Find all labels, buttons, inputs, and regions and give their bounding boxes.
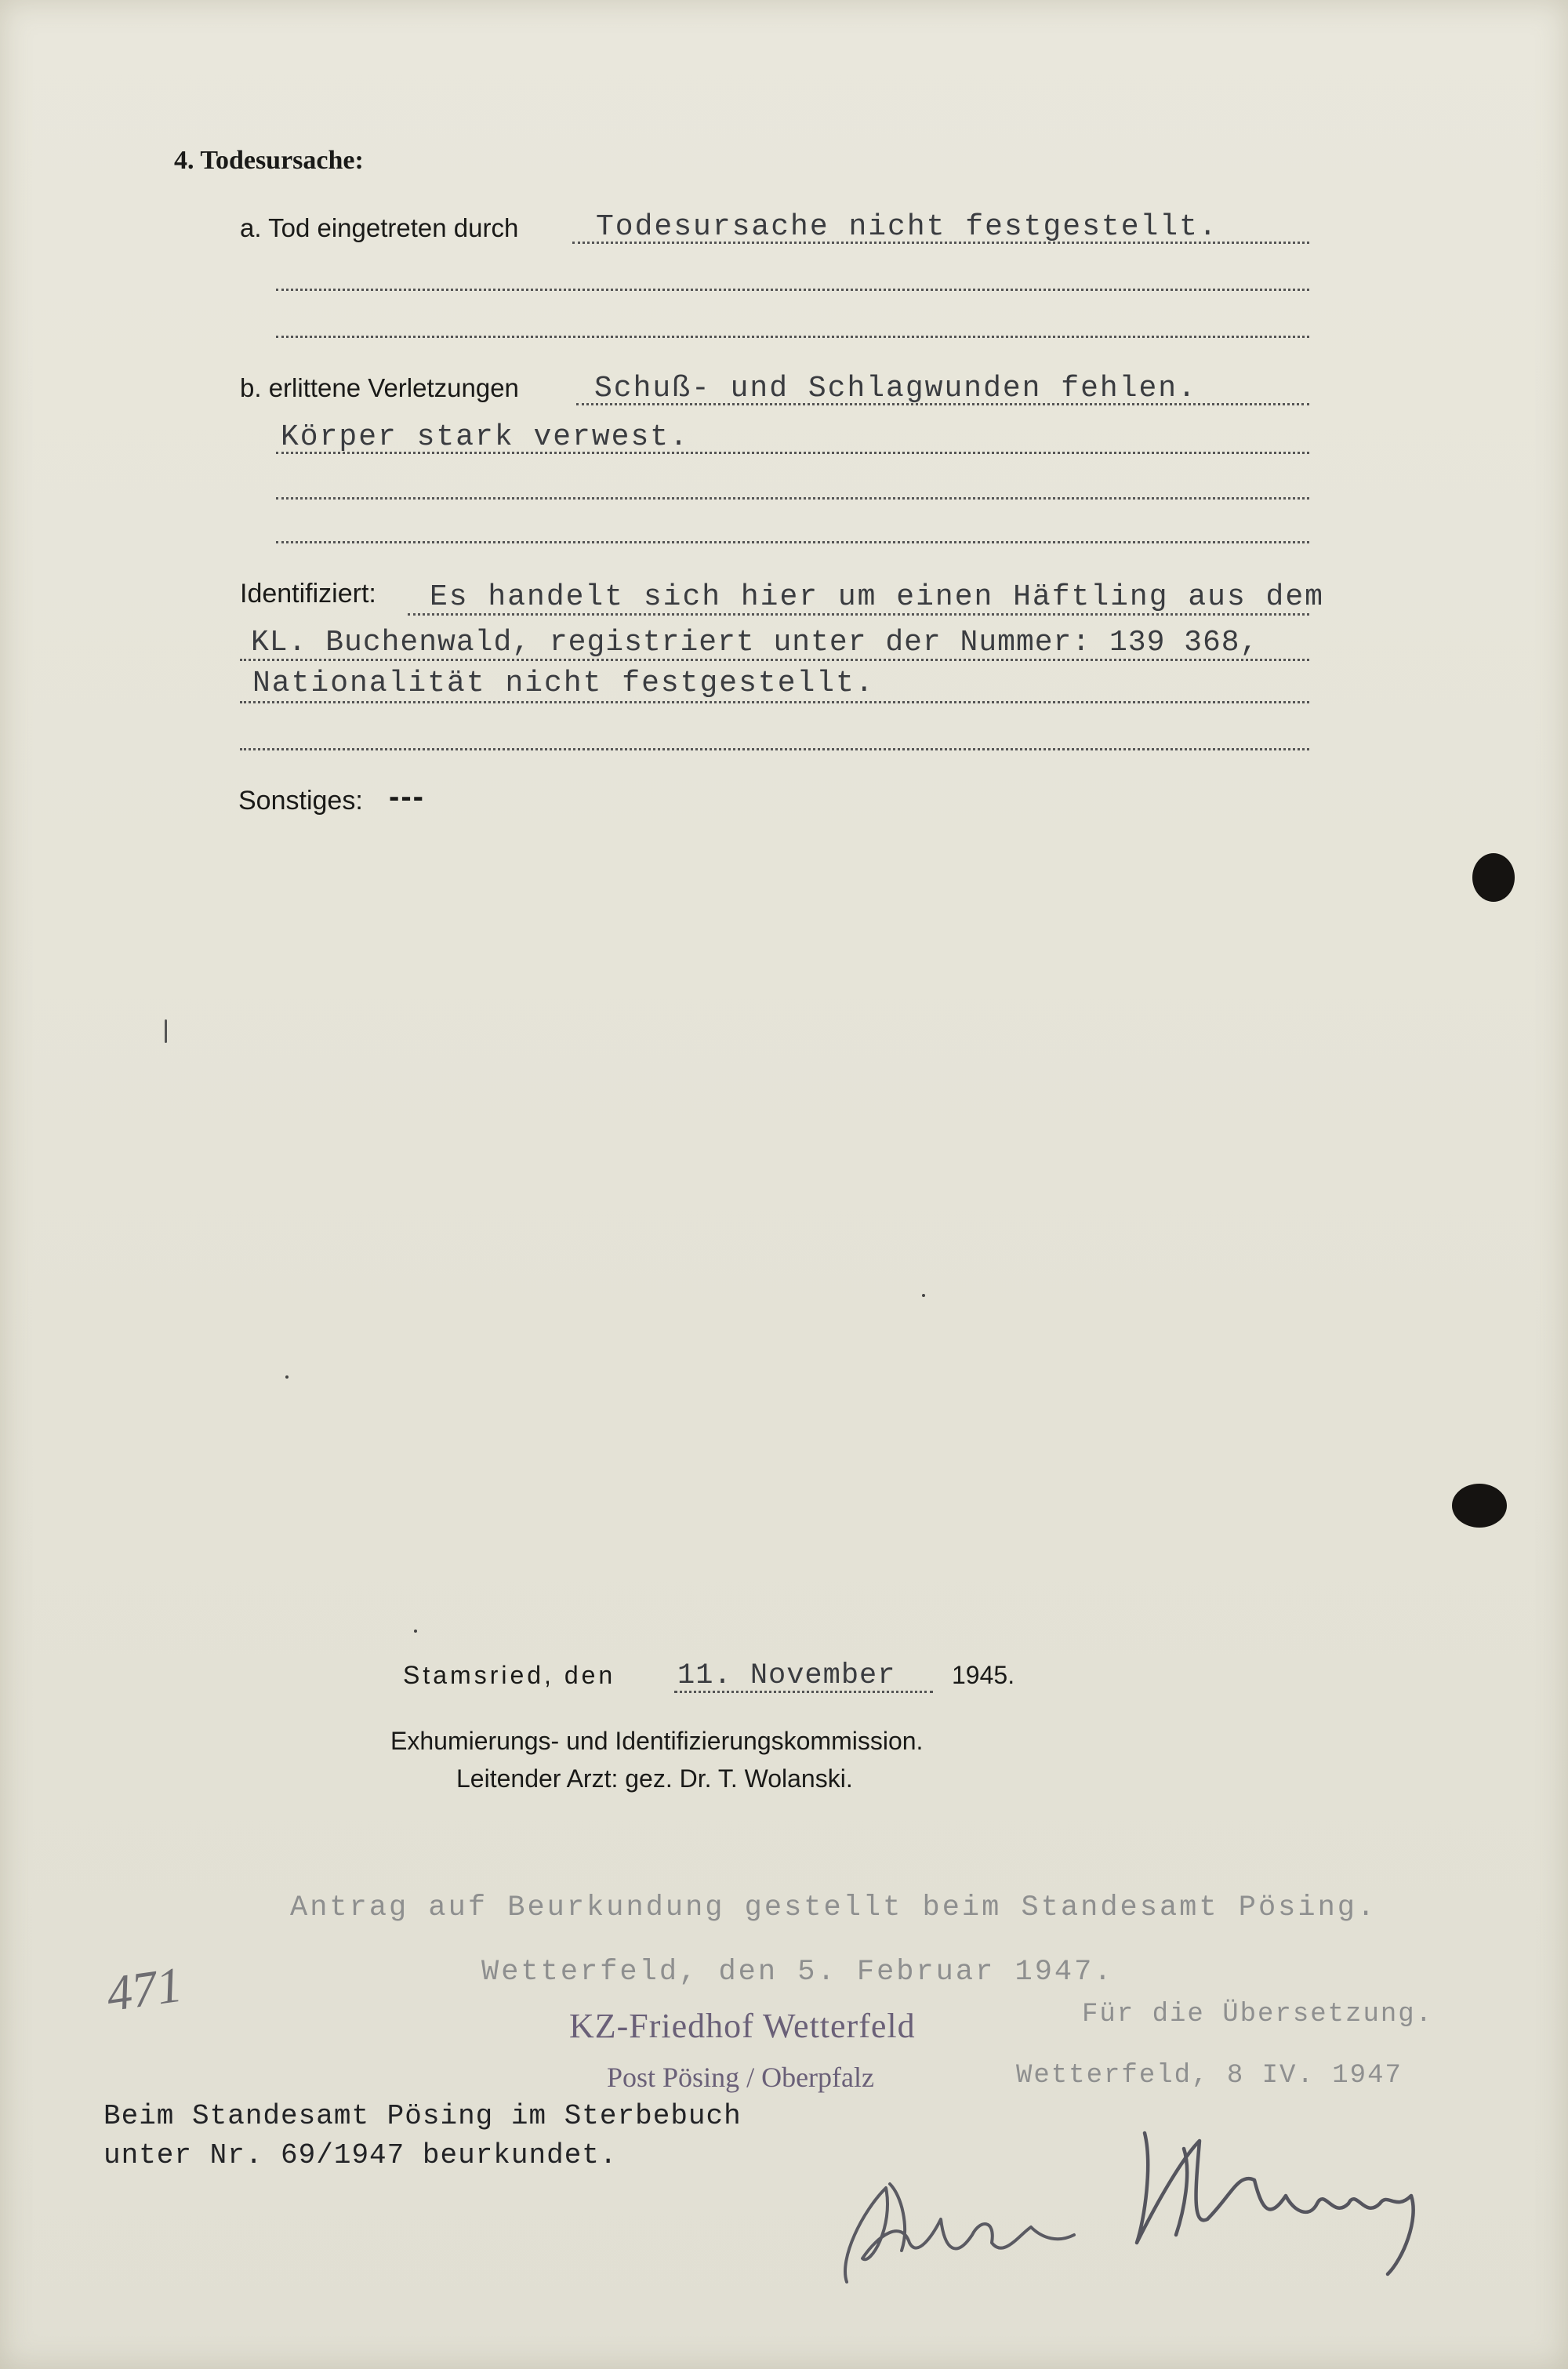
paper-speck bbox=[285, 1375, 289, 1379]
signing-year: 1945. bbox=[952, 1661, 1015, 1689]
cause-b-value-1: Schuß- und Schlagwunden fehlen. bbox=[594, 372, 1197, 405]
cause-b-value-2: Körper stark verwest. bbox=[281, 420, 689, 454]
paper-speck bbox=[922, 1294, 925, 1297]
handwritten-number: 471 bbox=[103, 1956, 186, 2022]
punch-hole bbox=[1452, 1484, 1507, 1528]
dotted-line bbox=[276, 452, 1309, 454]
registration-place-date: Wetterfeld, den 5. Februar 1947. bbox=[481, 1956, 1114, 1989]
identification-line-1: Es handelt sich hier um einen Häftling aus dem bbox=[430, 580, 1324, 614]
section-heading: 4. Todesursache: bbox=[174, 146, 364, 175]
dotted-line bbox=[240, 701, 1309, 703]
cause-a-label: a. Tod eingetreten durch bbox=[240, 213, 519, 242]
signing-date: 11. November bbox=[677, 1659, 896, 1692]
identification-label: Identifiziert: bbox=[240, 579, 376, 609]
dotted-line bbox=[276, 497, 1309, 500]
cause-a-value: Todesursache nicht festgestellt. bbox=[596, 210, 1218, 244]
other-label: Sonstiges: bbox=[238, 786, 363, 816]
dotted-line bbox=[240, 748, 1309, 750]
commission-name: Exhumierungs- und Identifizierungskommission. bbox=[390, 1727, 924, 1755]
paper-speck bbox=[165, 1019, 167, 1043]
cemetery-stamp-line-1: KZ-Friedhof Wetterfeld bbox=[569, 2007, 916, 2045]
punch-hole bbox=[1472, 853, 1515, 902]
cemetery-stamp-line-2: Post Pösing / Oberpfalz bbox=[607, 2062, 874, 2093]
handwritten-signatures bbox=[815, 2102, 1490, 2305]
dotted-line bbox=[276, 336, 1309, 338]
registry-entry-line-2: unter Nr. 69/1947 beurkundet. bbox=[103, 2139, 618, 2171]
dotted-line bbox=[240, 659, 1309, 661]
dotted-line bbox=[408, 613, 1309, 616]
place-prefix: Stamsried, den bbox=[403, 1661, 616, 1689]
dotted-line bbox=[674, 1691, 933, 1693]
identification-line-3: Nationalität nicht festgestellt. bbox=[252, 667, 875, 700]
registration-request: Antrag auf Beurkundung gestellt beim Standesamt Pösing. bbox=[290, 1891, 1377, 1924]
cause-b-label: b. erlittene Verletzungen bbox=[240, 373, 519, 402]
paper-speck bbox=[414, 1630, 417, 1633]
translation-place-date: Wetterfeld, 8 IV. 1947 bbox=[1016, 2061, 1403, 2091]
dotted-line bbox=[572, 242, 1309, 244]
translation-note: Für die Übersetzung. bbox=[1082, 2000, 1434, 2029]
dotted-line bbox=[276, 541, 1309, 543]
other-value: --- bbox=[389, 779, 425, 814]
registry-entry-line-1: Beim Standesamt Pösing im Sterbebuch bbox=[103, 2100, 742, 2132]
identification-line-2: KL. Buchenwald, registriert unter der Nummer: 139 368, bbox=[251, 626, 1259, 659]
dotted-line bbox=[576, 403, 1309, 405]
leading-doctor: Leitender Arzt: gez. Dr. T. Wolanski. bbox=[456, 1764, 853, 1793]
dotted-line bbox=[276, 289, 1309, 291]
